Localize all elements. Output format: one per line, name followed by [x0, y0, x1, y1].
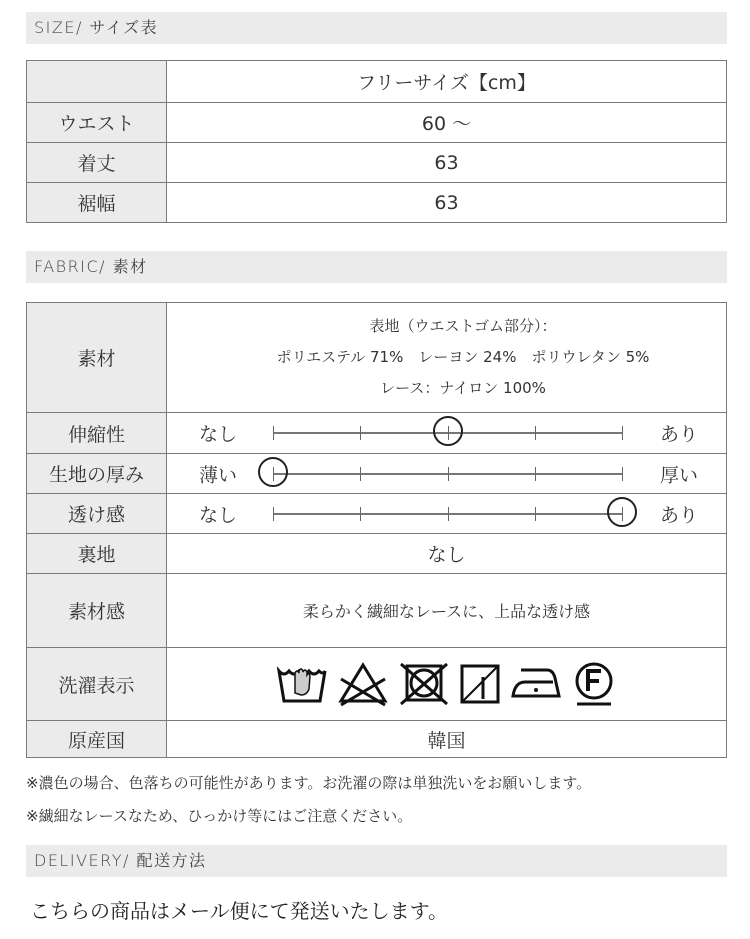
size-table: [26, 60, 727, 223]
drip-dry-shade-icon: [459, 663, 501, 705]
scale-max-label: あり: [659, 423, 698, 446]
stretch-label: 伸縮性: [27, 413, 167, 454]
size-section-heading: SIZE/ サイズ表: [26, 12, 727, 44]
no-bleach-icon: [337, 661, 389, 707]
scale-track: [273, 432, 623, 434]
iron-low-temp-icon: [511, 664, 561, 704]
dry-clean-f-icon: [571, 661, 617, 707]
delivery-text: こちらの商品はメール便にて発送いたします。: [30, 899, 448, 923]
size-row-value: 60 〜: [167, 103, 727, 143]
material-composition: [167, 303, 727, 413]
hand-wash-icon: [277, 663, 327, 705]
size-row-value: 63: [167, 183, 727, 223]
scale-min-label: なし: [199, 423, 238, 446]
size-column-header: フリーサイズ【cm】: [167, 61, 727, 103]
scale-max-label: あり: [659, 504, 698, 526]
size-row-waist: [27, 103, 727, 143]
size-row-length: [27, 143, 727, 183]
scale-marker-circle: [258, 457, 288, 487]
texture-label: 素材感: [27, 574, 167, 648]
size-row-label: ウエスト: [27, 103, 167, 143]
texture-value: 柔らかく繊細なレースに、上品な透け感: [167, 574, 727, 648]
fabric-row-thickness: [27, 454, 727, 494]
size-table-corner: [27, 61, 167, 103]
size-row-hem-width: [27, 183, 727, 223]
fabric-row-sheerness: [27, 494, 727, 534]
scale-track: [273, 513, 623, 515]
no-tumble-dry-icon: [399, 662, 449, 706]
scale-track: [273, 473, 623, 475]
washing-label: 洗濯表示: [27, 648, 167, 721]
size-row-label: 着丈: [27, 143, 167, 183]
fabric-section-heading: FABRIC/ 素材: [26, 251, 727, 283]
material-line: レース：ナイロン 100%: [380, 379, 546, 397]
fabric-table: [26, 302, 727, 758]
fabric-row-lining: [27, 534, 727, 574]
thickness-label: 生地の厚み: [27, 454, 167, 494]
fabric-row-stretch: [27, 413, 727, 454]
scale-max-label: 厚い: [659, 464, 698, 486]
fabric-row-washing: [27, 648, 727, 721]
fabric-row-material: [27, 303, 727, 413]
fabric-row-texture: [27, 574, 727, 648]
care-note-1: ※濃色の場合、色落ちの可能性があります。お洗濯の際は単独洗いをお願いします。: [26, 774, 592, 792]
fabric-row-origin: [27, 721, 727, 758]
size-row-value: 63: [167, 143, 727, 183]
scale-min-label: なし: [199, 504, 238, 526]
scale-marker-circle: [607, 497, 637, 527]
origin-value: 韓国: [167, 721, 727, 758]
origin-label: 原産国: [27, 721, 167, 758]
scale-marker-circle: [433, 416, 463, 446]
care-note-2: ※繊細なレースなため、ひっかけ等にはご注意ください。: [26, 807, 413, 825]
material-label: 素材: [27, 303, 167, 413]
material-line: 表地（ウエストゴム部分）：: [369, 317, 557, 335]
scale-min-label: 薄い: [199, 464, 238, 486]
wash-symbols: [167, 661, 726, 707]
material-line: ポリエステル 71% レーヨン 24% ポリウレタン 5%: [276, 348, 650, 366]
delivery-section-heading: DELIVERY/ 配送方法: [26, 845, 727, 877]
size-row-label: 裾幅: [27, 183, 167, 223]
lining-value: なし: [167, 534, 727, 574]
lining-label: 裏地: [27, 534, 167, 574]
sheerness-label: 透け感: [27, 494, 167, 534]
